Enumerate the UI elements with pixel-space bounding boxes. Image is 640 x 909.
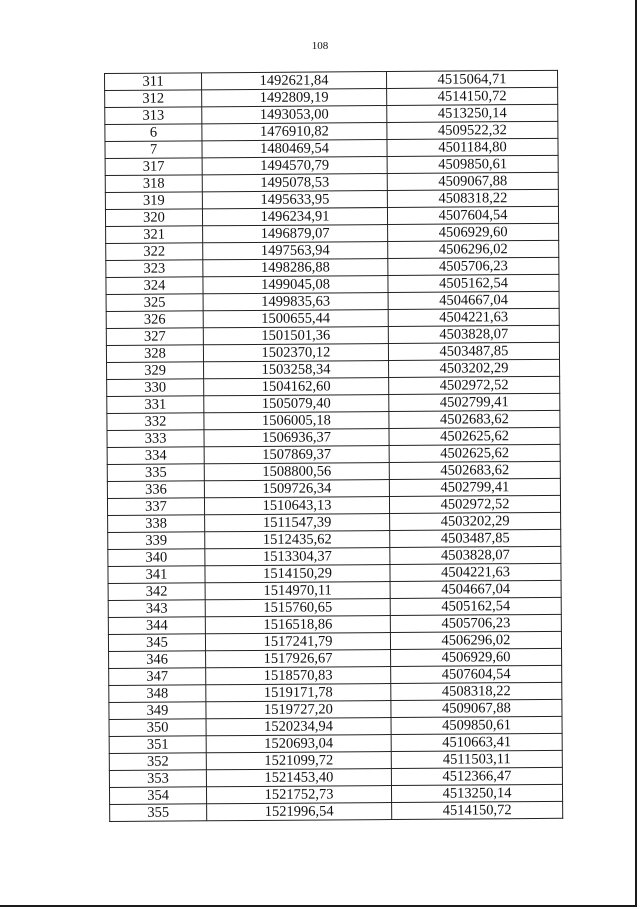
x-coordinate-cell: 1519171,78 <box>206 684 391 702</box>
x-coordinate-cell: 1513304,37 <box>205 548 390 566</box>
x-coordinate-cell: 1521752,73 <box>206 786 391 804</box>
y-coordinate-cell: 4506929,60 <box>388 223 559 241</box>
point-number-cell: 349 <box>109 702 206 720</box>
y-coordinate-cell: 4509067,88 <box>387 172 558 190</box>
point-number-cell: 328 <box>106 345 203 363</box>
y-coordinate-cell: 4501184,80 <box>387 138 558 156</box>
x-coordinate-cell: 1492621,84 <box>202 72 387 90</box>
scan-edge-bottom <box>0 905 637 907</box>
x-coordinate-cell: 1520234,94 <box>206 718 391 736</box>
point-number-cell: 331 <box>107 396 204 414</box>
point-number-cell: 334 <box>107 447 204 465</box>
y-coordinate-cell: 4502799,41 <box>389 393 560 411</box>
table-row <box>110 801 563 821</box>
y-coordinate-cell: 4509067,88 <box>391 699 562 717</box>
y-coordinate-cell: 4507604,54 <box>387 206 558 224</box>
y-coordinate-cell: 4503828,07 <box>390 546 561 564</box>
x-coordinate-cell: 1495078,53 <box>202 174 387 192</box>
x-coordinate-cell: 1499045,08 <box>203 276 388 294</box>
x-coordinate-cell: 1502370,12 <box>203 344 388 362</box>
point-number-cell: 350 <box>109 719 206 737</box>
coordinates-table <box>104 70 563 822</box>
point-number-cell: 321 <box>106 226 203 244</box>
point-number-cell: 342 <box>108 583 205 601</box>
point-number-cell: 313 <box>105 107 202 125</box>
y-coordinate-cell: 4508318,22 <box>387 189 558 207</box>
x-coordinate-cell: 1521453,40 <box>206 769 391 787</box>
y-coordinate-cell: 4505162,54 <box>390 597 561 615</box>
y-coordinate-cell: 4503487,85 <box>390 529 561 547</box>
x-coordinate-cell: 1495633,95 <box>202 191 387 209</box>
y-coordinate-cell: 4509850,61 <box>387 155 558 173</box>
point-number-cell: 319 <box>105 192 202 210</box>
x-coordinate-cell: 1512435,62 <box>205 531 390 549</box>
point-number-cell: 338 <box>108 515 205 533</box>
y-coordinate-cell: 4503487,85 <box>388 342 559 360</box>
x-coordinate-cell: 1501501,36 <box>203 327 388 345</box>
y-coordinate-cell: 4511503,11 <box>391 750 562 768</box>
y-coordinate-cell: 4502972,52 <box>389 376 560 394</box>
point-number-cell: 332 <box>107 413 204 431</box>
y-coordinate-cell: 4503202,29 <box>390 512 561 530</box>
y-coordinate-cell: 4510663,41 <box>391 733 562 751</box>
x-coordinate-cell: 1519727,20 <box>206 701 391 719</box>
y-coordinate-cell: 4502972,52 <box>389 495 560 513</box>
y-coordinate-cell: 4509850,61 <box>391 716 562 734</box>
y-coordinate-cell: 4502683,62 <box>389 461 560 479</box>
point-number-cell: 335 <box>107 464 204 482</box>
point-number-cell: 311 <box>105 73 202 91</box>
point-number-cell: 355 <box>110 804 207 822</box>
x-coordinate-cell: 1521099,72 <box>206 752 391 770</box>
y-coordinate-cell: 4513250,14 <box>387 104 558 122</box>
y-coordinate-cell: 4513250,14 <box>391 784 562 802</box>
y-coordinate-cell: 4507604,54 <box>391 665 562 683</box>
scan-edge-right <box>635 0 637 905</box>
point-number-cell: 330 <box>107 379 204 397</box>
x-coordinate-cell: 1499835,63 <box>203 293 388 311</box>
point-number-cell: 323 <box>106 260 203 278</box>
y-coordinate-cell: 4515064,71 <box>386 70 557 88</box>
y-coordinate-cell: 4505706,23 <box>390 614 561 632</box>
y-coordinate-cell: 4514150,72 <box>387 87 558 105</box>
y-coordinate-cell: 4505706,23 <box>388 257 559 275</box>
x-coordinate-cell: 1515760,65 <box>205 599 390 617</box>
coordinates-table-body <box>105 70 563 821</box>
point-number-cell: 339 <box>108 532 205 550</box>
x-coordinate-cell: 1496234,91 <box>202 208 387 226</box>
y-coordinate-cell: 4505162,54 <box>388 274 559 292</box>
point-number-cell: 337 <box>107 498 204 516</box>
x-coordinate-cell: 1494570,79 <box>202 157 387 175</box>
point-number-cell: 312 <box>105 90 202 108</box>
point-number-cell: 317 <box>105 158 202 176</box>
x-coordinate-cell: 1516518,86 <box>205 616 390 634</box>
y-coordinate-cell: 4504221,63 <box>390 563 561 581</box>
point-number-cell: 336 <box>107 481 204 499</box>
y-coordinate-cell: 4509522,32 <box>387 121 558 139</box>
point-number-cell: 324 <box>106 277 203 295</box>
x-coordinate-cell: 1514970,11 <box>205 582 390 600</box>
point-number-cell: 322 <box>106 243 203 261</box>
y-coordinate-cell: 4506296,02 <box>388 240 559 258</box>
x-coordinate-cell: 1493053,00 <box>202 106 387 124</box>
x-coordinate-cell: 1492809,19 <box>202 89 387 107</box>
y-coordinate-cell: 4502625,62 <box>389 444 560 462</box>
point-number-cell: 7 <box>105 141 202 159</box>
point-number-cell: 318 <box>105 175 202 193</box>
point-number-cell: 343 <box>108 600 205 618</box>
point-number-cell: 348 <box>109 685 206 703</box>
y-coordinate-cell: 4512366,47 <box>391 767 562 785</box>
x-coordinate-cell: 1496879,07 <box>203 225 388 243</box>
y-coordinate-cell: 4504221,63 <box>388 308 559 326</box>
point-number-cell: 340 <box>108 549 205 567</box>
x-coordinate-cell: 1480469,54 <box>202 140 387 158</box>
x-coordinate-cell: 1514150,29 <box>205 565 390 583</box>
x-coordinate-cell: 1504162,60 <box>204 378 389 396</box>
point-number-cell: 353 <box>109 770 206 788</box>
x-coordinate-cell: 1498286,88 <box>203 259 388 277</box>
x-coordinate-cell: 1497563,94 <box>203 242 388 260</box>
y-coordinate-cell: 4502625,62 <box>389 427 560 445</box>
point-number-cell: 333 <box>107 430 204 448</box>
x-coordinate-cell: 1505079,40 <box>204 395 389 413</box>
x-coordinate-cell: 1509726,34 <box>204 480 389 498</box>
point-number-cell: 320 <box>105 209 202 227</box>
x-coordinate-cell: 1517926,67 <box>206 650 391 668</box>
x-coordinate-cell: 1521996,54 <box>207 803 392 821</box>
y-coordinate-cell: 4504667,04 <box>388 291 559 309</box>
point-number-cell: 347 <box>109 668 206 686</box>
point-number-cell: 325 <box>106 294 203 312</box>
point-number-cell: 345 <box>108 634 205 652</box>
point-number-cell: 352 <box>109 753 206 771</box>
y-coordinate-cell: 4506296,02 <box>390 631 561 649</box>
point-number-cell: 6 <box>105 124 202 142</box>
point-number-cell: 344 <box>108 617 205 635</box>
x-coordinate-cell: 1511547,39 <box>205 514 390 532</box>
point-number-cell: 341 <box>108 566 205 584</box>
x-coordinate-cell: 1506936,37 <box>204 429 389 447</box>
x-coordinate-cell: 1506005,18 <box>204 412 389 430</box>
x-coordinate-cell: 1503258,34 <box>204 361 389 379</box>
x-coordinate-cell: 1510643,13 <box>204 497 389 515</box>
y-coordinate-cell: 4506929,60 <box>391 648 562 666</box>
x-coordinate-cell: 1507869,37 <box>204 446 389 464</box>
y-coordinate-cell: 4502799,41 <box>389 478 560 496</box>
x-coordinate-cell: 1520693,04 <box>206 735 391 753</box>
point-number-cell: 326 <box>106 311 203 329</box>
y-coordinate-cell: 4503202,29 <box>389 359 560 377</box>
x-coordinate-cell: 1508800,56 <box>204 463 389 481</box>
x-coordinate-cell: 1517241,79 <box>205 633 390 651</box>
y-coordinate-cell: 4514150,72 <box>392 801 563 819</box>
y-coordinate-cell: 4504667,04 <box>390 580 561 598</box>
point-number-cell: 351 <box>109 736 206 754</box>
point-number-cell: 327 <box>106 328 203 346</box>
x-coordinate-cell: 1518570,83 <box>206 667 391 685</box>
y-coordinate-cell: 4502683,62 <box>389 410 560 428</box>
point-number-cell: 354 <box>109 787 206 805</box>
x-coordinate-cell: 1500655,44 <box>203 310 388 328</box>
y-coordinate-cell: 4508318,22 <box>391 682 562 700</box>
x-coordinate-cell: 1476910,82 <box>202 123 387 141</box>
y-coordinate-cell: 4503828,07 <box>388 325 559 343</box>
point-number-cell: 329 <box>107 362 204 380</box>
page-number: 108 <box>311 40 329 52</box>
point-number-cell: 346 <box>109 651 206 669</box>
